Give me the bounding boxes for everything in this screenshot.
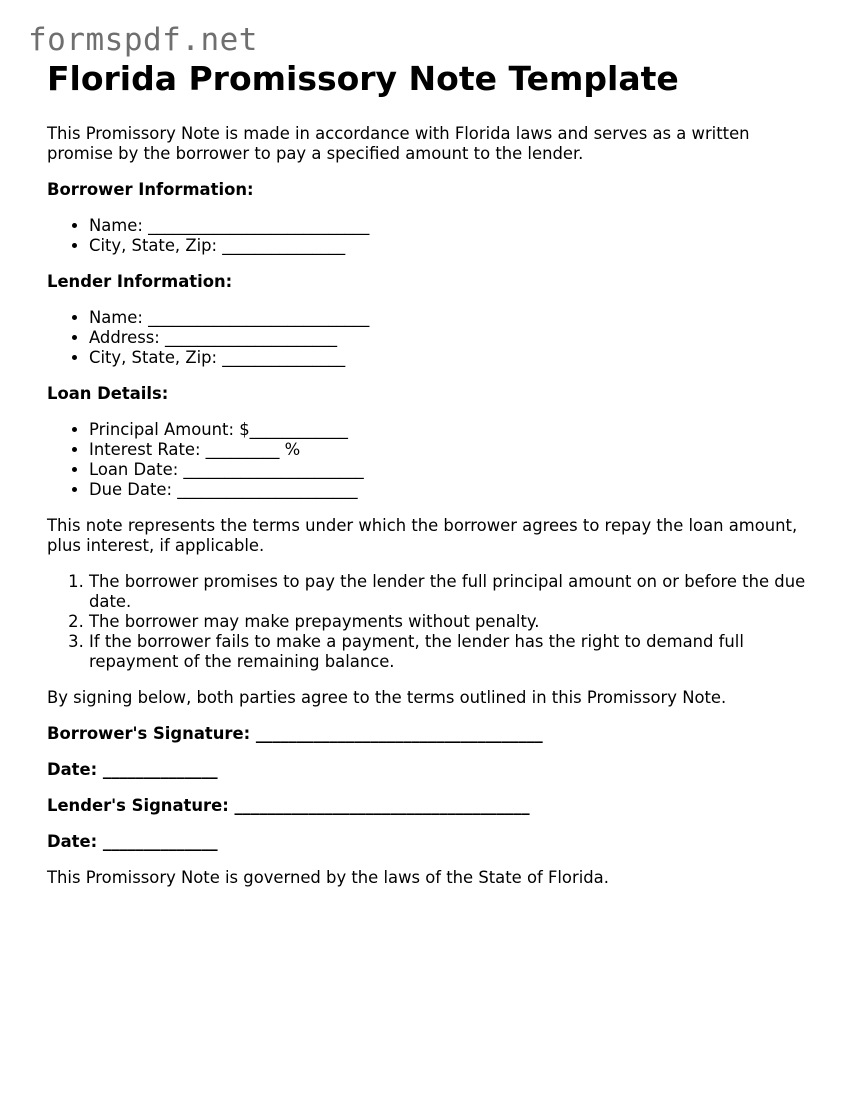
loan-details-heading: Loan Details: [47, 384, 169, 404]
term-item: 2. The borrower may make prepayments without penalty. [89, 612, 807, 632]
lender-date-field[interactable]: Date: ______________ [47, 832, 218, 852]
watermark-text: formspdf.net [28, 22, 258, 58]
borrower-city-state-zip-field[interactable]: • City, State, Zip: _______________ [89, 236, 807, 256]
lender-city-state-zip-field[interactable]: • City, State, Zip: _______________ [89, 348, 807, 368]
loan-details-list [47, 420, 807, 500]
borrower-list [47, 216, 807, 256]
lender-name-field[interactable]: • Name: ___________________________ [89, 308, 807, 328]
intro-paragraph: This Promissory Note is made in accordance with Florida laws and serves as a written promise by the borrower to pay a specified amount to the lender. [47, 124, 750, 164]
borrower-date-field[interactable]: Date: ______________ [47, 760, 218, 780]
document-page [47, 58, 807, 888]
lender-list [47, 308, 807, 368]
lender-address-field[interactable]: • Address: _____________________ [89, 328, 807, 348]
agreement-paragraph: By signing below, both parties agree to the terms outlined in this Promissory Note. [47, 688, 727, 708]
terms-list [47, 572, 807, 672]
lender-heading: Lender Information: [47, 272, 233, 292]
closing-paragraph: This Promissory Note is governed by the laws of the State of Florida. [47, 868, 609, 888]
borrower-name-field[interactable]: • Name: ___________________________ [89, 216, 807, 236]
document-title: Florida Promissory Note Template [47, 59, 679, 98]
borrower-signature-field[interactable]: Borrower's Signature: ___________________________________ [47, 724, 543, 744]
due-date-field[interactable]: • Due Date: ______________________ [89, 480, 807, 500]
lender-signature-field[interactable]: Lender's Signature: ____________________________________ [47, 796, 530, 816]
principal-amount-field[interactable]: • Principal Amount: $____________ [89, 420, 807, 440]
borrower-heading: Borrower Information: [47, 180, 254, 200]
interest-rate-field[interactable]: • Interest Rate: _________ % [89, 440, 807, 460]
term-item: 3. If the borrower fails to make a payment, the lender has the right to demand full repayment of the remaining balance. [89, 632, 807, 672]
terms-intro-paragraph: This note represents the terms under which the borrower agrees to repay the loan amount, plus interest, if applicable. [47, 516, 798, 556]
loan-date-field[interactable]: • Loan Date: ______________________ [89, 460, 807, 480]
term-item: 1. The borrower promises to pay the lender the full principal amount on or before the due date. [89, 572, 807, 612]
